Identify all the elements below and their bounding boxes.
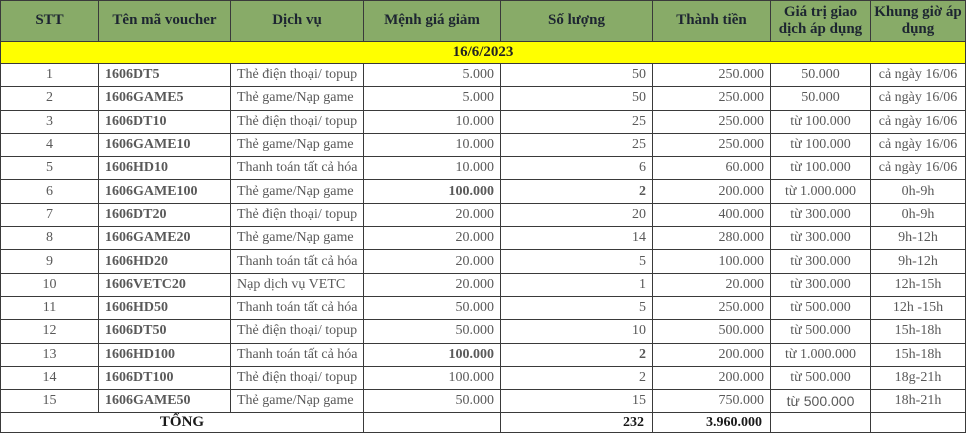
table-row [1, 157, 966, 180]
cell-voucher-name: 1606DT20 [99, 203, 231, 226]
cell-denomination: 20.000 [364, 250, 501, 273]
cell-time-window: 12h -15h [871, 296, 966, 319]
cell-amount: 750.000 [653, 390, 771, 413]
cell-quantity: 2 [501, 343, 653, 366]
cell-denomination: 5.000 [364, 87, 501, 110]
cell-min-transaction: từ 500.000 [771, 296, 871, 319]
cell-denomination: 20.000 [364, 273, 501, 296]
cell-voucher-name: 1606GAME100 [99, 180, 231, 203]
table-row [1, 296, 966, 319]
table-body [1, 64, 966, 413]
cell-min-transaction: từ 500.000 [771, 390, 871, 413]
cell-stt: 12 [1, 320, 99, 343]
cell-time-window: 18g-21h [871, 366, 966, 389]
cell-service: Nạp dịch vụ VETC [231, 273, 364, 296]
cell-time-window: 0h-9h [871, 180, 966, 203]
cell-stt: 4 [1, 133, 99, 156]
table-row [1, 110, 966, 133]
cell-service: Thanh toán tất cả hóa [231, 343, 364, 366]
cell-quantity: 25 [501, 133, 653, 156]
cell-quantity: 5 [501, 296, 653, 319]
col-header-denomination: Mệnh giá giảm [364, 1, 501, 42]
cell-time-window: 12h-15h [871, 273, 966, 296]
date-banner: 16/6/2023 [1, 42, 966, 64]
cell-min-transaction: từ 500.000 [771, 366, 871, 389]
cell-quantity: 50 [501, 64, 653, 87]
cell-service: Thẻ điện thoại/ topup [231, 64, 364, 87]
cell-denomination: 100.000 [364, 180, 501, 203]
cell-quantity: 14 [501, 227, 653, 250]
cell-service: Thẻ game/Nạp game [231, 133, 364, 156]
cell-service: Thẻ điện thoại/ topup [231, 110, 364, 133]
cell-time-window: cả ngày 16/06 [871, 110, 966, 133]
cell-service: Thẻ game/Nạp game [231, 180, 364, 203]
cell-quantity: 15 [501, 390, 653, 413]
cell-voucher-name: 1606HD100 [99, 343, 231, 366]
cell-min-transaction: 50.000 [771, 87, 871, 110]
cell-stt: 6 [1, 180, 99, 203]
cell-stt: 1 [1, 64, 99, 87]
cell-amount: 250.000 [653, 64, 771, 87]
header-row [1, 1, 966, 42]
table-row [1, 180, 966, 203]
cell-min-transaction: từ 300.000 [771, 273, 871, 296]
cell-denomination: 50.000 [364, 296, 501, 319]
cell-service: Thẻ điện thoại/ topup [231, 366, 364, 389]
cell-stt: 8 [1, 227, 99, 250]
total-row [1, 413, 966, 433]
cell-stt: 15 [1, 390, 99, 413]
cell-voucher-name: 1606GAME10 [99, 133, 231, 156]
cell-min-transaction: từ 100.000 [771, 110, 871, 133]
cell-amount: 250.000 [653, 296, 771, 319]
cell-amount: 60.000 [653, 157, 771, 180]
cell-min-transaction: từ 100.000 [771, 157, 871, 180]
cell-quantity: 2 [501, 180, 653, 203]
cell-voucher-name: 1606GAME5 [99, 87, 231, 110]
cell-time-window: cả ngày 16/06 [871, 133, 966, 156]
cell-service: Thanh toán tất cả hóa [231, 250, 364, 273]
cell-voucher-name: 1606DT100 [99, 366, 231, 389]
col-header-stt: STT [1, 1, 99, 42]
col-header-amount: Thành tiền [653, 1, 771, 42]
cell-time-window: 9h-12h [871, 227, 966, 250]
table-row [1, 273, 966, 296]
cell-min-transaction: từ 500.000 [771, 320, 871, 343]
cell-quantity: 50 [501, 87, 653, 110]
date-banner-row [1, 42, 966, 64]
cell-quantity: 25 [501, 110, 653, 133]
cell-denomination: 10.000 [364, 133, 501, 156]
total-quantity: 232 [501, 413, 653, 433]
cell-min-transaction: từ 100.000 [771, 133, 871, 156]
cell-quantity: 5 [501, 250, 653, 273]
cell-time-window: 15h-18h [871, 343, 966, 366]
cell-min-transaction: từ 1.000.000 [771, 343, 871, 366]
cell-min-transaction: từ 1.000.000 [771, 180, 871, 203]
cell-service: Thanh toán tất cả hóa [231, 157, 364, 180]
cell-stt: 10 [1, 273, 99, 296]
col-header-min-transaction: Giá trị giao dịch áp dụng [771, 1, 871, 42]
cell-amount: 200.000 [653, 180, 771, 203]
table-row [1, 227, 966, 250]
total-min-transaction-empty [771, 413, 871, 433]
cell-service: Thẻ điện thoại/ topup [231, 320, 364, 343]
cell-time-window: 0h-9h [871, 203, 966, 226]
cell-time-window: 15h-18h [871, 320, 966, 343]
cell-voucher-name: 1606GAME20 [99, 227, 231, 250]
cell-min-transaction: từ 300.000 [771, 203, 871, 226]
cell-amount: 200.000 [653, 343, 771, 366]
cell-voucher-name: 1606GAME50 [99, 390, 231, 413]
cell-min-transaction: 50.000 [771, 64, 871, 87]
cell-amount: 20.000 [653, 273, 771, 296]
cell-denomination: 50.000 [364, 390, 501, 413]
total-amount: 3.960.000 [653, 413, 771, 433]
total-denomination-empty [364, 413, 501, 433]
cell-quantity: 6 [501, 157, 653, 180]
total-time-window-empty [871, 413, 966, 433]
cell-quantity: 20 [501, 203, 653, 226]
cell-denomination: 10.000 [364, 157, 501, 180]
cell-stt: 14 [1, 366, 99, 389]
cell-time-window: cả ngày 16/06 [871, 157, 966, 180]
cell-service: Thẻ game/Nạp game [231, 87, 364, 110]
cell-stt: 5 [1, 157, 99, 180]
cell-amount: 250.000 [653, 87, 771, 110]
cell-denomination: 20.000 [364, 203, 501, 226]
cell-denomination: 20.000 [364, 227, 501, 250]
cell-time-window: 18h-21h [871, 390, 966, 413]
col-header-service: Dịch vụ [231, 1, 364, 42]
cell-quantity: 10 [501, 320, 653, 343]
cell-stt: 13 [1, 343, 99, 366]
col-header-quantity: Số lượng [501, 1, 653, 42]
table-row [1, 203, 966, 226]
cell-stt: 9 [1, 250, 99, 273]
cell-denomination: 100.000 [364, 366, 501, 389]
table-row [1, 250, 966, 273]
cell-amount: 250.000 [653, 133, 771, 156]
table-row [1, 64, 966, 87]
cell-voucher-name: 1606HD50 [99, 296, 231, 319]
col-header-voucher-name: Tên mã voucher [99, 1, 231, 42]
cell-denomination: 5.000 [364, 64, 501, 87]
cell-time-window: cả ngày 16/06 [871, 64, 966, 87]
cell-amount: 280.000 [653, 227, 771, 250]
cell-stt: 7 [1, 203, 99, 226]
cell-denomination: 10.000 [364, 110, 501, 133]
cell-amount: 500.000 [653, 320, 771, 343]
table-header [1, 1, 966, 42]
cell-stt: 2 [1, 87, 99, 110]
cell-service: Thanh toán tất cả hóa [231, 296, 364, 319]
total-label: TỔNG [1, 413, 364, 433]
cell-min-transaction: từ 300.000 [771, 227, 871, 250]
table-row [1, 87, 966, 110]
table-row [1, 366, 966, 389]
cell-amount: 200.000 [653, 366, 771, 389]
cell-quantity: 1 [501, 273, 653, 296]
cell-stt: 11 [1, 296, 99, 319]
cell-quantity: 2 [501, 366, 653, 389]
cell-voucher-name: 1606HD20 [99, 250, 231, 273]
cell-amount: 100.000 [653, 250, 771, 273]
cell-service: Thẻ game/Nạp game [231, 227, 364, 250]
cell-voucher-name: 1606DT10 [99, 110, 231, 133]
cell-denomination: 50.000 [364, 320, 501, 343]
table-row [1, 343, 966, 366]
cell-voucher-name: 1606DT50 [99, 320, 231, 343]
cell-amount: 400.000 [653, 203, 771, 226]
cell-service: Thẻ game/Nạp game [231, 390, 364, 413]
table-row [1, 320, 966, 343]
cell-voucher-name: 1606HD10 [99, 157, 231, 180]
cell-min-transaction: từ 300.000 [771, 250, 871, 273]
table-row [1, 133, 966, 156]
table-row [1, 390, 966, 413]
cell-amount: 250.000 [653, 110, 771, 133]
col-header-time-window: Khung giờ áp dụng [871, 1, 966, 42]
cell-time-window: 9h-12h [871, 250, 966, 273]
cell-denomination: 100.000 [364, 343, 501, 366]
cell-stt: 3 [1, 110, 99, 133]
cell-voucher-name: 1606VETC20 [99, 273, 231, 296]
cell-service: Thẻ điện thoại/ topup [231, 203, 364, 226]
cell-voucher-name: 1606DT5 [99, 64, 231, 87]
cell-time-window: cả ngày 16/06 [871, 87, 966, 110]
table-footer [1, 413, 966, 433]
